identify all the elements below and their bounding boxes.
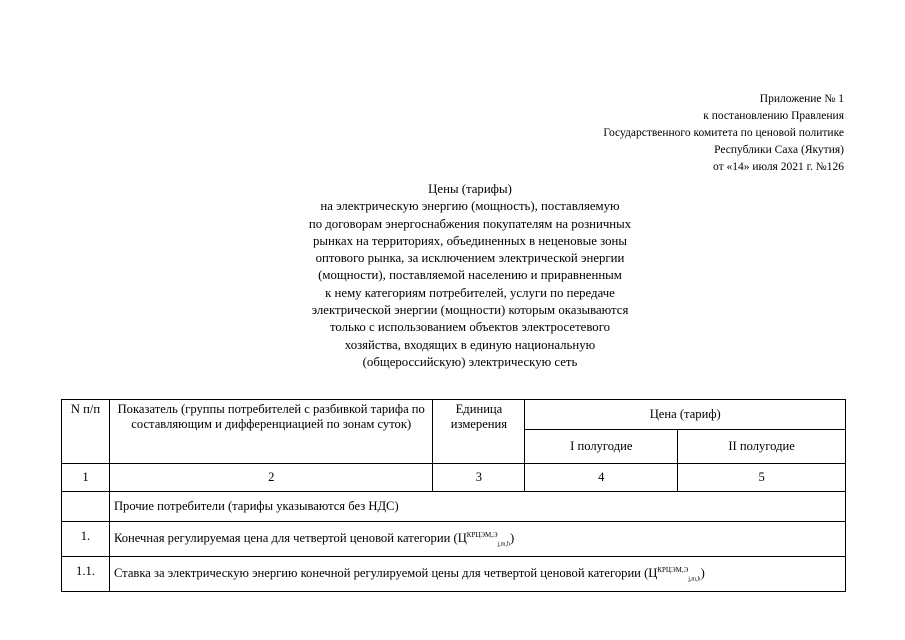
header-half2: II полугодие [678, 430, 846, 464]
col-number: 5 [678, 464, 846, 492]
title-line: только с использованием объектов электросетевого [329, 320, 611, 335]
appendix-date: от «14» июля 2021 г. №126 [712, 161, 844, 173]
title-line: электрической энергии (мощности) которым оказываются [311, 303, 629, 318]
col-number: 3 [433, 464, 525, 492]
title-line: оптового рынка, за исключением электрической энергии [315, 251, 625, 266]
title-line: на электрическую энергию (мощность), поставляемую [320, 199, 620, 214]
title-line: рынках на территориях, объединенных в неценовые зоны [313, 233, 627, 248]
title-line: к нему категориям потребителей, услуги по передаче [325, 285, 615, 300]
tariff-table [61, 399, 846, 592]
title-line: (общероссийскую) электрическую сеть [362, 354, 578, 369]
price-symbol: $(Ц^{КРЦЭМ,Э}_{j,m,h})$ [453, 530, 515, 548]
appendix-republic: Республики Саха (Якутия) [714, 144, 844, 156]
appendix-committee: Государственного комитета по ценовой политике [603, 127, 844, 139]
title-line: Цены (тарифы) [428, 182, 512, 196]
row-text-cell [109, 557, 845, 592]
header-num: N п/п [62, 400, 110, 464]
title-line: хозяйства, входящих в единую национальную [344, 337, 596, 352]
col-number: 1 [62, 464, 110, 492]
header-unit: Единица измерения [433, 400, 525, 464]
row-text: Прочие потребители (тарифы указываются без НДС) [109, 492, 845, 522]
header-price: Цена (тариф) [525, 400, 846, 430]
table-row [62, 557, 846, 592]
appendix-header [603, 91, 844, 176]
row-num: 1. [62, 522, 110, 557]
title-line: по договорам энергоснабжения покупателям на розничных [308, 216, 632, 231]
col-number: 2 [109, 464, 433, 492]
header-half1: I полугодие [525, 430, 678, 464]
row-num [62, 492, 110, 522]
price-symbol: $(Ц^{КРЦЭМ,Э}_{j,m,h})$ [644, 565, 705, 583]
col-number: 4 [525, 464, 678, 492]
appendix-resolution: к постановлению Правления [703, 110, 844, 122]
row-text: Конечная регулируемая цена для четвертой ценовой категории [113, 530, 451, 545]
table-row [62, 492, 846, 522]
row-text: Ставка за электрическую энергию конечной регулируемой цены для четвертой ценовой категории [113, 565, 641, 580]
header-indicator: Показатель (группы потребителей с разбивкой тарифа по составляющим и дифференциацией по зонам суток) [109, 400, 433, 464]
appendix-number: Приложение № 1 [759, 93, 844, 105]
row-num: 1.1. [62, 557, 110, 592]
document-title [200, 181, 740, 371]
row-text-cell [109, 522, 845, 557]
table-row [62, 522, 846, 557]
title-line: (мощности), поставляемой населению и приравненным [318, 268, 622, 283]
